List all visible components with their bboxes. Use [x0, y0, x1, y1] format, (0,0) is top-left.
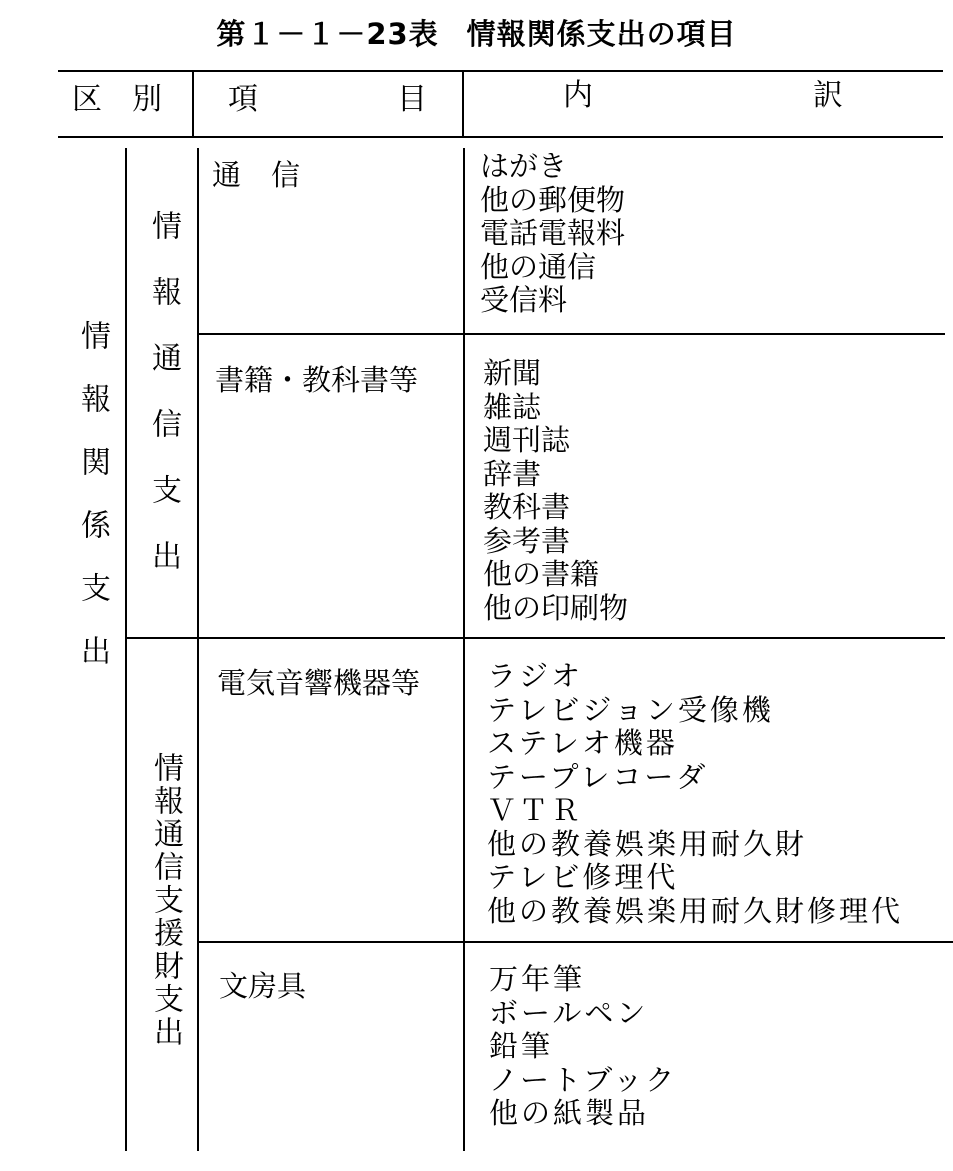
header-uchiwake-1: 内 [563, 78, 593, 113]
list-item: ボールペン [489, 995, 649, 1030]
table-number: 第１－１－23表 [216, 17, 439, 51]
list-item: 他の通信 [480, 249, 597, 284]
top-rule [58, 70, 943, 72]
header-uchiwake-2: 訳 [813, 78, 843, 113]
subcategory-label-1: 情報通信支出 [146, 210, 181, 606]
list-item: はがき [480, 149, 568, 183]
header-divider-1 [192, 70, 194, 138]
item-bunbougu: 文房具 [219, 969, 307, 1003]
list-item: 教科書 [483, 490, 571, 524]
list-item: テレビ修理代 [487, 860, 679, 894]
list-item: 他の書籍 [483, 557, 600, 591]
list-item: ラジオ [487, 659, 584, 693]
list-item: 辞書 [483, 456, 542, 491]
list-item: 他の教養娯楽用耐久財 [487, 826, 808, 861]
header-koumoku-2: 目 [397, 82, 427, 117]
table-caption: 情報関係支出の項目 [466, 17, 737, 51]
header-divider-2 [462, 70, 464, 138]
list-item: 他の印刷物 [483, 590, 629, 625]
item-column-divider-right [463, 148, 465, 1151]
list-item: ノートブック [489, 1062, 678, 1097]
row-rule-1 [197, 333, 945, 335]
list-item: 参考書 [483, 523, 571, 558]
list-item: 雑誌 [483, 389, 542, 424]
list-item: 他の紙製品 [489, 1096, 650, 1130]
subcategory-rule [125, 637, 945, 639]
list-item: 他の郵便物 [480, 182, 626, 217]
header-koumoku-1: 項 [228, 82, 258, 117]
details-tsushin [480, 150, 625, 318]
subcategory-divider [125, 148, 127, 1151]
row-rule-3 [197, 941, 953, 943]
item-tsushin: 通信 [212, 158, 331, 192]
item-shoseki: 書籍・教科書等 [215, 363, 419, 397]
details-shoseki [483, 357, 628, 625]
item-denki: 電気音響機器等 [217, 666, 421, 700]
list-item: 電話電報料 [480, 216, 626, 250]
list-item: 週刊誌 [483, 423, 571, 457]
list-item: ステレオ機器 [487, 726, 678, 760]
item-column-divider-left [197, 148, 199, 1151]
header-kubetsu: 区 別 [72, 82, 162, 117]
list-item: ＶＴＲ [487, 793, 584, 827]
category-label: 情報関係支出 [75, 320, 110, 698]
list-item: テープレコーダ [487, 759, 709, 794]
header-bottom-rule [58, 136, 943, 138]
list-item: 受信料 [480, 283, 568, 317]
details-bunbougu [489, 963, 677, 1131]
subcategory-label-2: 情報通信支援財支出 [148, 752, 183, 1049]
list-item: 鉛筆 [489, 1029, 554, 1063]
list-item: テレビジョン受像機 [487, 692, 774, 727]
list-item: 万年筆 [489, 962, 586, 996]
table-title [0, 12, 953, 53]
details-denki [487, 660, 903, 928]
list-item: 新聞 [483, 356, 542, 390]
list-item: 他の教養娯楽用耐久財修理代 [487, 893, 904, 928]
